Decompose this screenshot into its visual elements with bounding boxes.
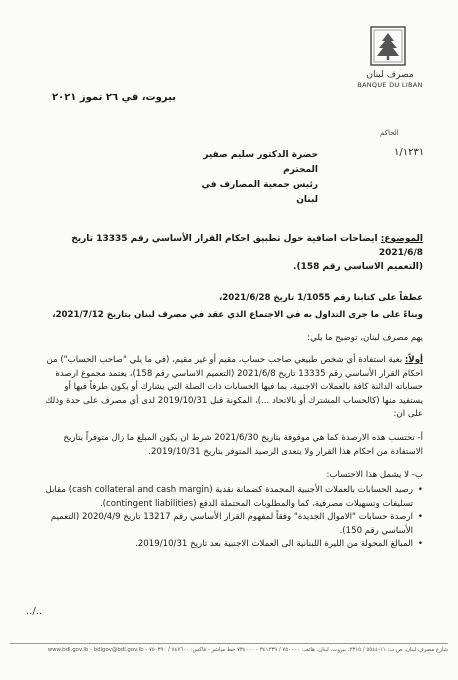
first-paragraph (38, 354, 423, 422)
subject-block (38, 232, 423, 274)
subject-line-2: (التعميم الاساسي رقم 158). (293, 262, 423, 272)
point-b: ب- لا يشمل هذا الاحتساب: (326, 470, 423, 480)
addressee-name: حضرة الدكتور سليم صفير المحترم (203, 150, 318, 175)
bank-name-arabic: مصرف لبنان (366, 70, 414, 80)
letter-date: بيروت، في ٢٦ تموز ٢٠٢١ (52, 92, 176, 103)
reference-1: عطفاً على كتابنا رقم 1/1055 تاريخ 2021/6/28، (219, 293, 423, 303)
first-label: أولاً: (404, 355, 423, 365)
office-label: الحاكم (380, 129, 399, 137)
subject-text: ايضاحات اضافية حول تطبيق احكام القرار الأساسي رقم 13335 تاريخ 2021/6/8 (71, 234, 423, 258)
bullet-list (38, 484, 443, 552)
footer-contact: شارع مصرف لبنان، ص.ب: ١١-٥٥٤٤ / ٢٣١٥، بيروت، لبنان. هاتف: ٧٥٠٠٠٠ / ٣٤١٢٣٩ - ٧٣٤٠٠٠ خط مباشر - فاكس: ٧٤٧٦٠٠ / ٧٥٠٣٩٠ - www.bdl.gov.lb - bdlgov@bdl.gov.lb (47, 647, 448, 653)
reference-number: ١/١٢٣١ (394, 147, 425, 158)
point-a: أ- تحتسب هذه الارصدة كما هي موقوفة بتاريخ 2021/6/30 شرط ان يكون المبلغ ما زال متوفراً بتاريخ الاستفادة من احكام هذا القرار ولا يتعدى الرصيد المتوفر بتاريخ 2019/10/31. (63, 433, 423, 457)
subject-label: الموضوع: (380, 234, 423, 244)
list-item: • رصيد الحسابات بالعملات الأجنبية المجمدة كضمانة نقدية (cash collateral and cash margin) مقابل تسليفات وتسهيلات مصرفية، كما والمطلوبات المحتملة الدفع (contingent liabilities). (38, 484, 423, 511)
addressee-title: رئيس جمعية المصارف في لبنان (201, 180, 318, 205)
footer-divider (10, 643, 448, 644)
list-item: • ارصدة حسابات "الاموال الجديدة" وفقاً لمفهوم القرار الأساسي رقم 13217 تاريخ 2020/4/9 (التعميم الأساسي رقم 150). (38, 511, 423, 538)
reference-2: وبناءً على ما جرى التداول به في الاجتماع الذي عقد في مصرف لبنان بتاريخ 2021/7/12، (52, 310, 423, 320)
intro-text: يهم مصرف لبنان، توضيح ما يلي: (307, 333, 423, 343)
list-item: • المبالغ المحولة من الليرة اللبنانية الى العملات الاجنبية بعد تاريخ 2019/10/31. (38, 538, 423, 552)
first-text: بغية استفادة أي شخص طبيعي صاحب حساب، مقيم أو غير مقيم، (في ما يلي "صاحب الحساب") من احكام القرار الأساسي رقم 13335 تاريخ 2021/6/8 (التعميم الاساسي رقم 158)، يعتمد مجموع ارصدة حساباته الدائنة كافة بالعملات الاجنبية، بما فيها الحسابات ذات الصلة التي يشارك أو يكون طرفاً فيها أو يستفيد منها (كالحساب المشترك أو بالاتحاد ...)، المكونة قبل 2019/10/31 لدى أي مصرف على حدة وذلك على ان: (45, 355, 423, 420)
cedar-logo-icon (370, 26, 406, 66)
addressee-block (180, 148, 318, 208)
bank-name-english: BANQUE DU LIBAN (357, 81, 423, 89)
page-continuation-marker: ../.. (26, 606, 43, 617)
